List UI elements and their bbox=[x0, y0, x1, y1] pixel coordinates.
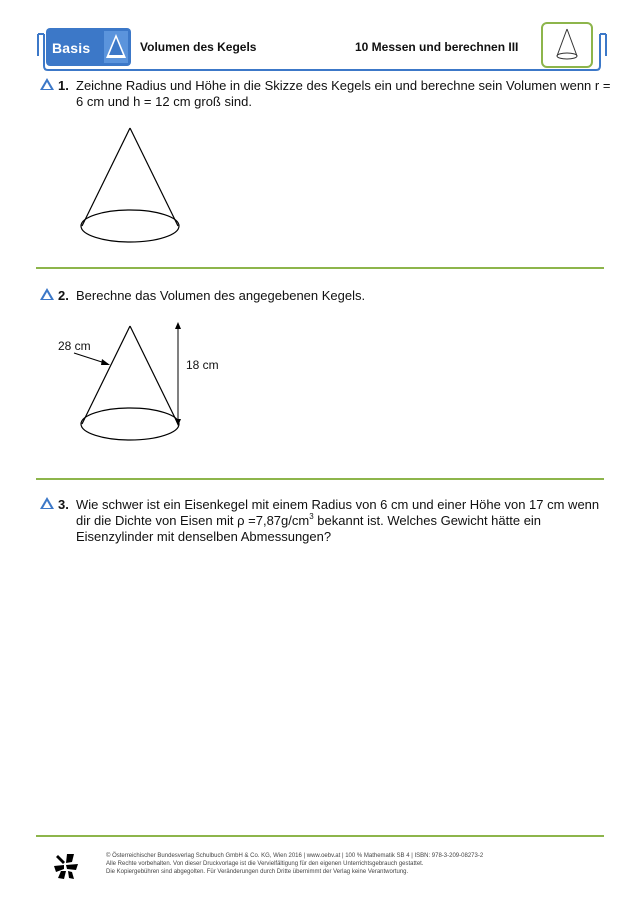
basis-label: Basis bbox=[52, 40, 91, 56]
cone-icon bbox=[541, 22, 593, 68]
slant-height-label: 28 cm bbox=[58, 339, 91, 353]
task-1 bbox=[40, 78, 610, 118]
worksheet-title: Volumen des Kegels bbox=[140, 40, 257, 54]
footer-line: Alle Rechte vorbehalten. Von dieser Druckvorlage ist die Vervielfältigung für den eigenen Unterrichtsgebrauch gestattet. bbox=[106, 861, 424, 867]
footer-line: Die Kopiergebühren sind abgegolten. Für Veränderungen durch Dritte übernimmt der Verlag keine Verantwortung. bbox=[106, 869, 409, 875]
task-text: Berechne das Volumen des angegebenen Kegels. bbox=[76, 288, 366, 303]
footer-line: © Österreichischer Bundesverlag Schulbuch GmbH & Co. KG, Wien 2016 | www.oebv.at | 100 % Mathematik SB 4 | ISBN: 978-3-209-08273-2 bbox=[106, 853, 484, 859]
chapter-title: 10 Messen und berechnen III bbox=[355, 40, 519, 54]
level-icon bbox=[40, 288, 54, 300]
height-label: 18 cm bbox=[186, 358, 219, 372]
task-number: 2. bbox=[58, 288, 69, 303]
task-number: 3. bbox=[58, 497, 69, 512]
task-number: 1. bbox=[58, 78, 69, 93]
level-icon bbox=[40, 78, 54, 90]
task-3 bbox=[40, 497, 610, 547]
publisher-logo-icon bbox=[52, 852, 80, 880]
task-text-part: bekannt ist. Welches Gewicht hätte ein Eisenzylinder mit denselben Abmessungen? bbox=[76, 513, 542, 544]
cone-figure-1 bbox=[70, 120, 190, 250]
section-divider bbox=[36, 267, 604, 269]
task-text bbox=[76, 497, 611, 545]
task-2 bbox=[40, 288, 610, 308]
cone-figure-2 bbox=[50, 318, 200, 448]
task-text-part: Wie schwer ist ein Eisenkegel mit einem Radius von 6 cm und einer Höhe von 17 cm wenn dir die Dichte von Eisen mit ρ =7,87g/cm bbox=[76, 497, 600, 528]
task-text: Zeichne Radius und Höhe in die Skizze des Kegels ein und berechne sein Volumen wenn r = 6 cm und h = 12 cm groß sind. bbox=[76, 78, 611, 109]
superscript-3: 3 bbox=[309, 511, 314, 521]
level-icon bbox=[40, 497, 54, 509]
section-divider bbox=[36, 478, 604, 480]
copyright-footer bbox=[106, 852, 616, 876]
footer-divider bbox=[36, 835, 604, 837]
